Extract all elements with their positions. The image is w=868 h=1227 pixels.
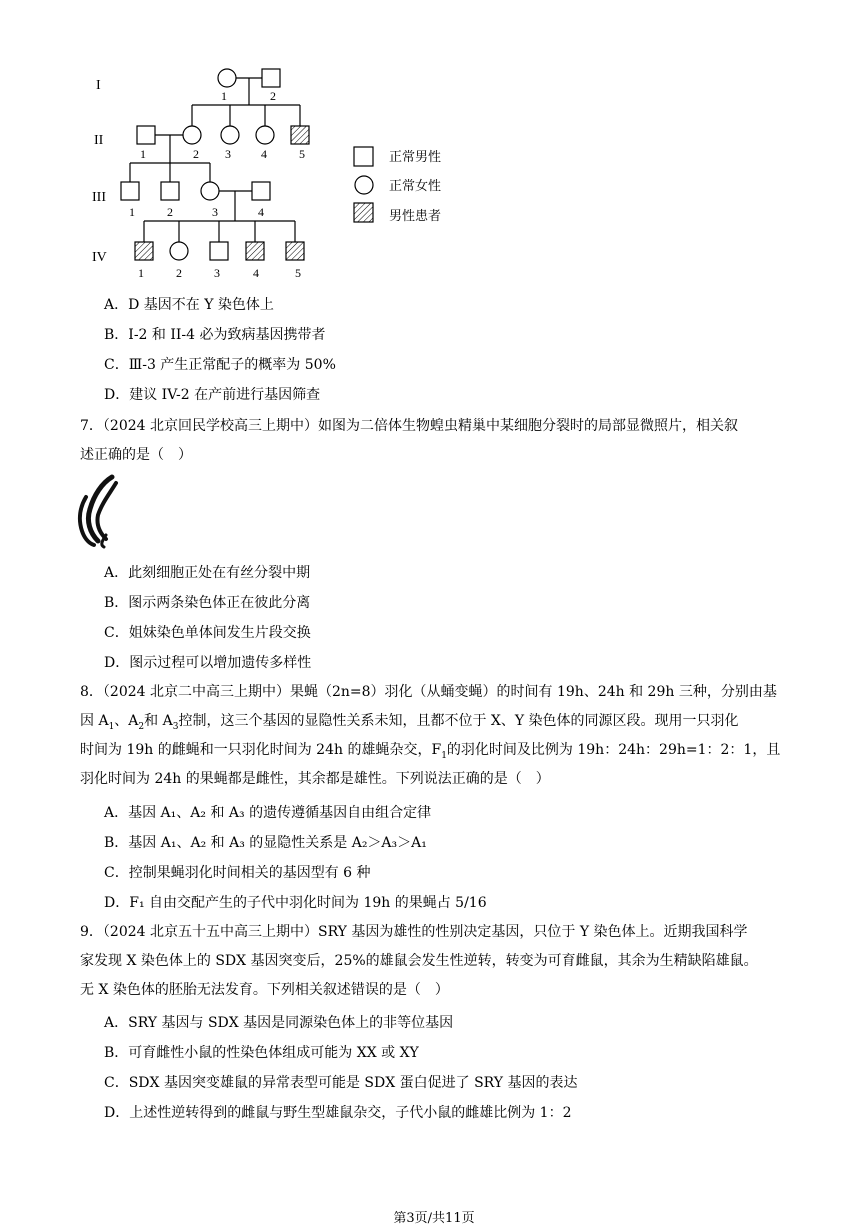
IV-5-affected-male	[286, 242, 304, 260]
gen-label-II: II	[94, 133, 104, 148]
III-4-num: 4	[258, 205, 264, 219]
IV-1-affected-male	[135, 242, 153, 260]
I-1-num: 1	[221, 89, 227, 103]
q8-stem-line2: 因 $A_1$、$A_2$和 $A_3$控制，这三个基因的显隐性关系未知，且都不位于 X、Y 染色体的同源区段。现用一只羽化	[80, 713, 739, 732]
q6-option-d: D．建议 IV-2 在产前进行基因筛查	[104, 387, 321, 403]
legend-normal-male-icon	[354, 147, 373, 166]
q9-option-b: B．可育雌性小鼠的性染色体组成可能为 XX 或 XY	[104, 1045, 419, 1061]
III-1-num: 1	[129, 205, 135, 219]
III-1-male	[121, 182, 139, 200]
IV-3-num: 3	[214, 266, 220, 280]
q9-stem-line2: 家发现 X 染色体上的 SDX 基因突变后，25%的雄鼠会发生性逆转，转变为可育雌鼠，其余为生精缺陷雄鼠。	[80, 953, 758, 969]
II-4-num: 4	[261, 147, 267, 161]
gen-label-I: I	[96, 78, 101, 93]
q6-option-c: C．Ⅲ-3 产生正常配子的概率为 50%	[104, 357, 336, 373]
I-1-female	[218, 69, 236, 87]
II-3-num: 3	[225, 147, 231, 161]
III-3-female	[201, 182, 219, 200]
q7-option-b: B．图示两条染色体正在彼此分离	[104, 595, 311, 611]
IV-3-male	[210, 242, 228, 260]
legend-normal-female-icon	[355, 176, 373, 194]
II-1-num: 1	[140, 147, 146, 161]
II-4-female	[256, 126, 274, 144]
IV-5-num: 5	[295, 266, 301, 280]
IV-1-num: 1	[138, 266, 144, 280]
q7-option-c: C．姐妹染色单体间发生片段交换	[104, 625, 311, 641]
q8-option-c: C．控制果蝇羽化时间相关的基因型有 6 种	[104, 865, 371, 881]
II-5-num: 5	[299, 147, 305, 161]
q8-option-a: A．基因 A₁、A₂ 和 A₃ 的遗传遵循基因自由组合定律	[104, 805, 432, 821]
III-2-male	[161, 182, 179, 200]
I-2-num: 2	[270, 89, 276, 103]
q6-option-b: B．I-2 和 II-4 必为致病基因携带者	[104, 327, 326, 343]
chromosome-micrograph	[72, 473, 124, 549]
q9-option-a: A．SRY 基因与 SDX 基因是同源染色体上的非等位基因	[104, 1015, 454, 1031]
IV-4-num: 4	[253, 266, 259, 280]
q9-option-d: D．上述性逆转得到的雌鼠与野生型雄鼠杂交，子代小鼠的雌雄比例为 1：2	[104, 1105, 572, 1121]
q9-option-c: C．SDX 基因突变雄鼠的异常表型可能是 SDX 蛋白促进了 SRY 基因的表达	[104, 1075, 578, 1091]
q7-option-a: A．此刻细胞正处在有丝分裂中期	[104, 565, 311, 581]
IV-2-num: 2	[176, 266, 182, 280]
q9-stem-line1: 9．（2024 北京五十五中高三上期中）SRY 基因为雄性的性别决定基因，只位于 Y 染色体上。近期我国科学	[80, 924, 748, 940]
q6-option-a: A．D 基因不在 Y 染色体上	[104, 297, 274, 313]
gen-label-IV: IV	[92, 250, 107, 265]
q7-option-d: D．图示过程可以增加遗传多样性	[104, 655, 312, 671]
q8-stem-line4: 羽化时间为 24h 的果蝇都是雌性，其余都是雄性。下列说法正确的是（ ）	[80, 771, 550, 787]
page-number: 第3页/共11页	[393, 1211, 475, 1226]
legend-normal-female-label: 正常女性	[389, 179, 442, 194]
IV-4-affected-male	[246, 242, 264, 260]
I-2-male	[262, 69, 280, 87]
q7-stem-line1: 7．（2024 北京回民学校高三上期中）如图为二倍体生物蝗虫精巢中某细胞分裂时的局部显微照片，相关叙	[80, 418, 738, 434]
q8-option-d: D．F₁ 自由交配产生的子代中羽化时间为 19h 的果蝇占 5/16	[104, 895, 487, 911]
q7-stem-line2: 述正确的是（ ）	[80, 447, 192, 463]
q8-option-b: B．基因 A₁、A₂ 和 A₃ 的显隐性关系是 A₂＞A₃＞A₁	[104, 835, 427, 851]
pedigree-chart	[80, 58, 480, 286]
legend-affected-male-icon	[354, 203, 373, 222]
q8-stem-line1: 8．（2024 北京二中高三上期中）果蝇（2n=8）羽化（从蛹变蝇）的时间有 19h、24h 和 29h 三种，分别由基	[80, 684, 777, 700]
gen-label-III: III	[92, 190, 106, 205]
q8-stem-line3: 时间为 19h 的雌蝇和一只羽化时间为 24h 的雄蝇杂交，$F_1$的羽化时间及比例为 19h：24h：29h=1：2：1，且	[80, 742, 781, 761]
legend-affected-male-label: 男性患者	[389, 209, 442, 224]
II-2-female	[183, 126, 201, 144]
II-3-female	[221, 126, 239, 144]
IV-2-female	[170, 242, 188, 260]
q9-stem-line3: 无 X 染色体的胚胎无法发育。下列相关叙述错误的是（ ）	[80, 982, 449, 998]
II-1-male	[137, 126, 155, 144]
II-5-affected-male	[291, 126, 309, 144]
III-3-num: 3	[212, 205, 218, 219]
III-2-num: 2	[167, 205, 173, 219]
II-2-num: 2	[193, 147, 199, 161]
legend-normal-male-label: 正常男性	[389, 150, 442, 165]
III-4-male	[252, 182, 270, 200]
